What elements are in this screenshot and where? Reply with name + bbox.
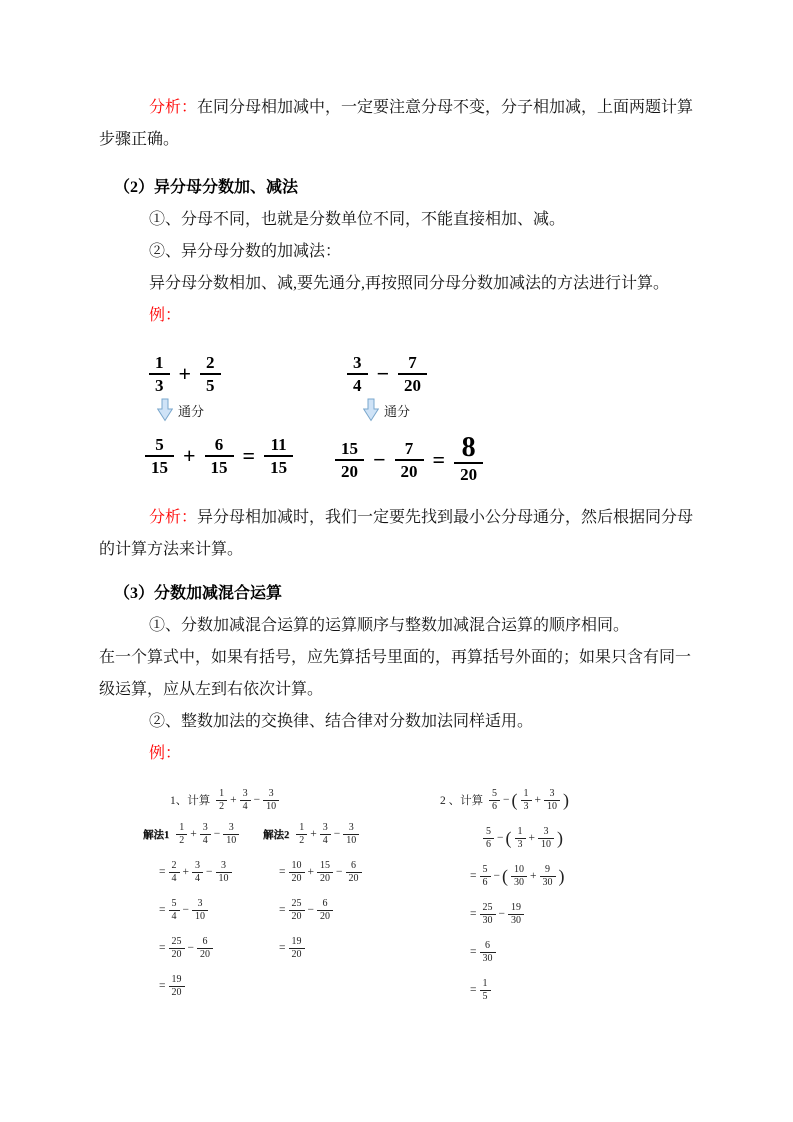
math-text: = [159,866,166,878]
fraction-denominator: 4 [240,800,251,813]
fraction-denominator: 4 [200,834,211,847]
fraction-numerator: 1 [179,821,185,833]
tongfen-annotation-1 [157,398,204,422]
fraction [480,940,496,965]
fraction-numerator: 3 [543,825,549,837]
fraction-denominator: 6 [489,800,500,813]
fraction [508,902,524,927]
math-text: = [279,904,286,916]
fraction-numerator: 7 [408,353,417,372]
tongfen-label-2: 通分 [384,403,411,419]
math-display [99,332,694,492]
math-text: + [530,870,537,882]
fraction-numerator: 11 [270,435,287,454]
fraction-denominator: 2 [296,834,307,847]
analysis-paragraph-1 [99,92,694,156]
math-text: + [310,828,317,840]
fraction [395,438,424,482]
math-text: − [187,942,194,954]
fraction-numerator: 19 [291,935,302,947]
fraction-numerator: 1 [517,825,523,837]
fraction [480,978,491,1003]
math-text: − [373,446,386,472]
fraction-numerator: 2 [206,353,215,372]
fraction [511,864,527,889]
fraction [205,434,234,478]
solution-1-label: 解法1 [143,829,170,841]
fraction [149,352,170,396]
fraction [489,788,500,813]
problem2-step [439,900,570,928]
analysis-paragraph-2 [99,502,694,566]
math-text: ( [511,789,518,810]
fraction [263,788,279,813]
fraction-denominator: 2 [176,834,187,847]
analysis-label-2: 分析： [149,509,198,526]
fraction-denominator: 20 [289,910,305,923]
worked-examples-image [99,786,694,1014]
math-text: = [279,942,286,954]
fraction [317,898,333,923]
fraction-denominator: 4 [169,910,180,923]
section2-body: 异分母分数相加、减,要先通分,再按照同分母分数加减法的方法进行计算。 [149,275,670,292]
fraction-denominator: 6 [480,876,491,889]
fraction [176,822,187,847]
fraction [289,936,305,961]
fraction-numerator: 3 [322,821,328,833]
fraction-numerator: 7 [404,438,414,458]
fraction [320,822,331,847]
fraction-numerator: 6 [214,435,224,454]
problem2-step [439,938,570,966]
math-text: = [470,908,477,920]
math-text: + [182,866,189,878]
math-text: + [534,794,541,806]
fraction [197,936,213,961]
section3-item1: ①、分数加减混合运算的运算顺序与整数加减混合运算的顺序相同。 [149,617,630,634]
fraction-denominator: 20 [289,948,305,961]
math-text: = [470,946,477,958]
fraction-denominator: 15 [264,455,293,478]
section3-item2: ②、整数加法的交换律、结合律对分数加法同样适用。 [149,713,534,730]
fraction [216,860,232,885]
solution-2-label: 解法2 [263,829,290,841]
fraction [335,438,364,482]
fraction-denominator: 4 [320,834,331,847]
fraction-denominator: 20 [454,462,483,485]
fraction-denominator: 4 [169,872,180,885]
solution-1-column [143,820,263,1010]
fraction [192,898,208,923]
fraction [200,352,221,396]
fraction [346,860,362,885]
math-text: = [159,904,166,916]
math-text: = [242,443,256,468]
fraction [347,352,368,396]
fraction [216,788,227,813]
fraction-numerator: 3 [353,353,362,372]
fraction [480,902,496,927]
fraction-numerator: 19 [511,901,521,913]
fraction-denominator: 4 [347,373,368,396]
fraction-denominator: 10 [223,834,239,847]
fraction-denominator: 20 [335,459,364,482]
math-text: = [159,942,166,954]
section2-heading: （2）异分母分数加、减法 [114,179,299,196]
fraction-numerator: 5 [171,897,177,909]
fraction-numerator: 3 [228,821,234,833]
fraction-denominator: 20 [289,872,305,885]
fraction [454,434,483,485]
fraction-numerator: 15 [341,438,358,458]
solution-2-step [263,934,364,962]
fraction-denominator: 20 [346,872,362,885]
fraction-denominator: 3 [149,373,170,396]
fraction-numerator: 1 [523,787,529,799]
fraction-denominator: 5 [480,990,491,1003]
fraction-numerator: 3 [242,787,248,799]
solution-2-expression-line [263,820,364,848]
math-text: − [493,870,500,882]
fraction-numerator: 3 [549,787,555,799]
down-arrow-icon [157,398,173,422]
fraction-denominator: 15 [145,455,174,478]
fraction-denominator: 4 [192,872,203,885]
fraction-numerator: 5 [482,863,488,875]
math-text: ( [502,865,508,886]
section3-body: 在一个算式中，如果有括号，应先算括号里面的，再算括号外面的；如果只含有同一级运算，应从左到右依次计算。 [99,649,692,698]
fraction-numerator: 10 [514,863,524,875]
fraction-numerator: 3 [348,821,354,833]
fraction [169,860,180,885]
fraction [483,826,494,851]
fraction [169,898,180,923]
math-text: + [230,794,237,806]
fraction-denominator: 2 [216,800,227,813]
math-text: + [183,443,196,468]
math-text: ) [558,865,565,886]
fraction-denominator: 10 [263,800,279,813]
math-text: − [498,908,505,920]
fraction-numerator: 5 [492,787,497,799]
math-expression-2 [344,352,430,396]
math-expression-1 [146,352,224,396]
math-text: = [470,984,477,996]
fraction [480,864,491,889]
fraction-denominator: 10 [192,910,208,923]
fraction [145,434,174,478]
fraction-numerator: 3 [195,859,200,871]
fraction-numerator: 5 [155,435,164,454]
fraction-denominator: 3 [521,800,532,813]
section2-item2: ②、异分母分数的加减法： [149,243,342,260]
math-text: + [528,832,535,844]
solution-2-step [263,858,364,886]
fraction-numerator: 8 [461,432,476,463]
fraction-denominator: 20 [395,459,424,482]
fraction-numerator: 6 [485,939,490,951]
math-text: − [206,866,213,878]
fraction-denominator: 3 [515,838,526,851]
math-text: − [213,828,221,840]
fraction-numerator: 10 [291,859,302,871]
math-expression-3 [142,434,296,478]
problem2-step [439,862,570,890]
math-text: 2 、计算 [440,795,486,807]
fraction-denominator: 20 [398,373,427,396]
tongfen-label-1: 通分 [178,403,205,419]
problem1-statement [143,786,429,814]
solution-1-step [143,896,263,924]
fraction-denominator: 20 [169,986,185,999]
fraction-numerator: 1 [299,821,305,833]
math-text: ( [505,827,512,848]
problem2-step [439,976,570,1004]
fraction [540,864,556,889]
math-text: − [253,794,261,806]
fraction-numerator: 1 [219,787,225,799]
solution-2-column [263,820,364,1010]
fraction [169,936,185,961]
fraction-numerator: 25 [291,897,302,909]
math-text: − [333,828,341,840]
fraction-numerator: 25 [171,935,182,947]
fraction-denominator: 30 [480,914,496,927]
section2-item1: ①、分母不同，也就是分数单位不同，不能直接相加、减。 [149,211,566,228]
fraction [343,822,359,847]
fraction-denominator: 30 [511,876,527,889]
fraction-numerator: 15 [320,859,330,871]
problem1-solutions [143,820,429,1010]
example-problem-1 [99,786,429,1014]
solution-1-step [143,934,263,962]
math-text: + [307,866,314,878]
fraction [264,434,293,478]
math-text: − [503,794,510,806]
fraction-numerator: 1 [482,977,488,989]
fraction [289,898,305,923]
fraction [317,860,333,885]
fraction-numerator: 9 [545,863,550,875]
math-text: = [159,980,166,992]
fraction-numerator: 3 [197,897,203,909]
fraction [169,974,185,999]
math-text: 1、计算 [170,795,214,807]
example-problem-2 [439,786,570,1014]
fraction-denominator: 5 [200,373,221,396]
math-text: − [336,866,343,878]
fraction [521,788,532,813]
fraction [200,822,211,847]
fraction-numerator: 5 [486,825,491,837]
fraction [296,822,307,847]
fraction-denominator: 6 [483,838,494,851]
fraction-numerator: 3 [268,787,274,799]
fraction-denominator: 30 [480,952,496,965]
fraction [398,352,427,396]
problem2-statement [439,786,570,814]
analysis-text-2: 异分母相加减时，我们一定要先找到最小公分母通分，然后根据同分母的计算方法来计算。 [99,509,694,558]
fraction-denominator: 30 [508,914,524,927]
solution-2-step [263,896,364,924]
example-label-2: 例： [149,745,182,762]
solution-1-step [143,972,263,1000]
fraction-numerator: 3 [221,859,226,871]
fraction-denominator: 10 [343,834,359,847]
fraction [544,788,560,813]
math-text: ) [563,789,569,810]
fraction-numerator: 25 [482,901,493,913]
fraction-denominator: 20 [169,948,185,961]
fraction [289,860,305,885]
fraction-numerator: 6 [202,935,208,947]
fraction-numerator: 6 [322,897,328,909]
fraction-numerator: 3 [202,821,208,833]
fraction-denominator: 30 [540,876,556,889]
math-text: − [497,832,504,844]
solution-1-expression [174,822,241,847]
solution-2-expression [294,822,361,847]
math-text: − [307,904,314,916]
fraction [223,822,239,847]
fraction-denominator: 20 [317,910,333,923]
math-text: + [178,361,192,386]
solution-1-expression-line [143,820,263,848]
math-text: ) [557,827,563,848]
fraction [192,860,203,885]
analysis-label-1: 分析： [149,99,198,116]
analysis-text-1: 在同分母相加减中，一定要注意分母不变，分子相加减，上面两题计算步骤正确。 [99,99,694,148]
fraction-denominator: 10 [538,838,554,851]
fraction [538,826,554,851]
math-text: = [432,446,446,472]
fraction-denominator: 10 [216,872,232,885]
fraction-denominator: 20 [317,872,333,885]
fraction-numerator: 6 [351,859,356,871]
fraction [515,826,526,851]
fraction [240,788,251,813]
fraction-denominator: 15 [205,455,234,478]
section3-heading: （3）分数加减混合运算 [114,585,283,602]
math-text: − [182,904,189,916]
down-arrow-icon [363,398,379,422]
fraction-numerator: 19 [171,973,182,985]
fraction-numerator: 1 [155,353,164,372]
problem2-step [439,824,570,852]
fraction-numerator: 2 [171,859,177,871]
fraction-denominator: 20 [197,948,213,961]
math-text: + [190,828,197,840]
math-expression-4 [332,434,486,485]
tongfen-annotation-2 [363,398,410,422]
math-text: − [376,361,390,386]
solution-1-step [143,858,263,886]
math-text: = [279,866,286,878]
math-text: = [470,870,477,882]
fraction-denominator: 10 [544,800,560,813]
example-label-1: 例： [149,307,182,324]
